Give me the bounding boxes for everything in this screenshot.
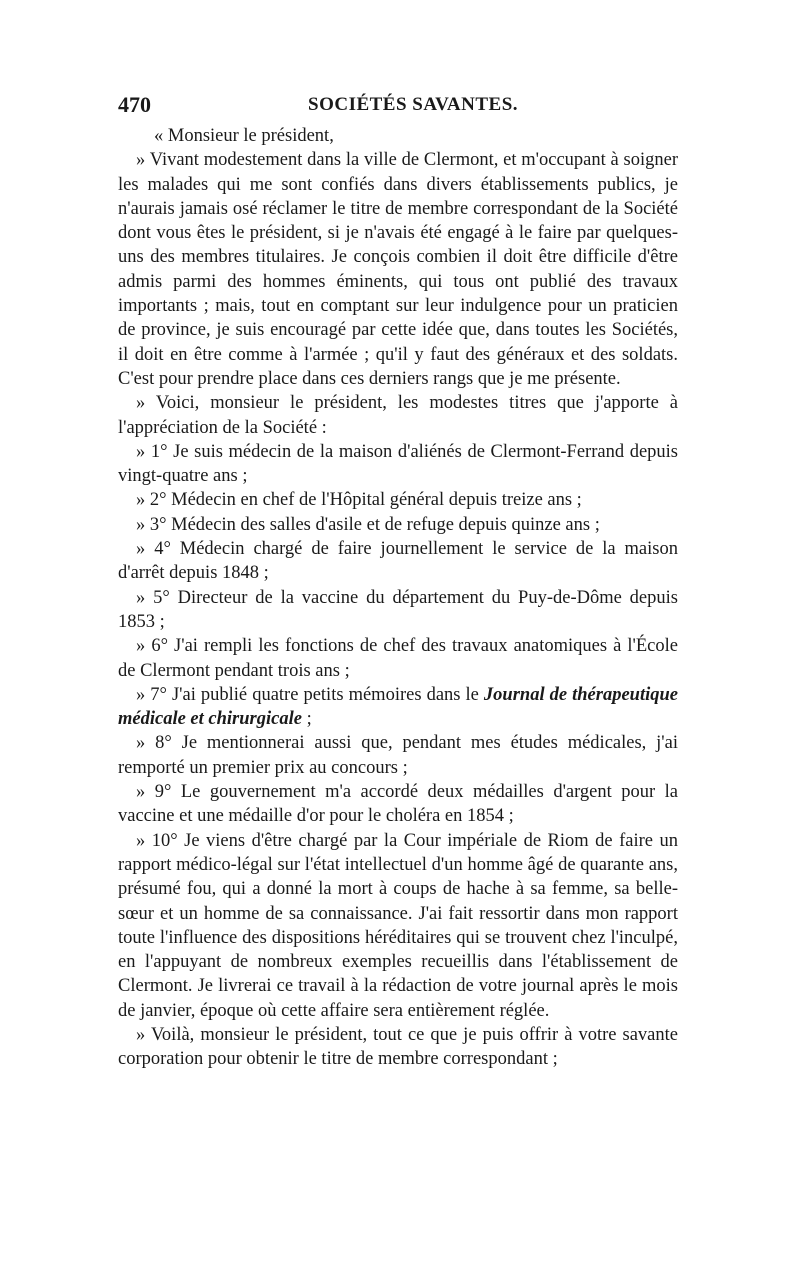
page-header <box>118 92 678 118</box>
title-item-7-text: » 7° J'ai publié quatre petits mémoires dans le <box>136 684 484 705</box>
salutation-paragraph: « Monsieur le président, <box>154 126 334 146</box>
title-item-5: » 5° Directeur de la vaccine du département du Puy-de-Dôme depuis 1853 ; <box>118 587 678 632</box>
title-item-10: » 10° Je viens d'être chargé par la Cour impériale de Riom de faire un rapport médico-légal sur l'état intellectuel d'un homme âgé de quarante ans, présumé fou, qui a donné la mort à coups de hache à sa femme, sa belle-sœur et un homme de sa connaissance. J'ai fait ressortir dans mon rapport toute l'influence des dispositions héréditaires qui se trouvent chez l'inculpé, en l'appuyant de nombreux exemples recueillis dans l'établissement de Clermont. Je livrerai ce travail à la rédaction de votre journal après le mois de janvier, époque où cette affaire sera entièrement réglée. <box>118 830 678 1021</box>
page-number: 470 <box>118 92 151 117</box>
journal-title: Journal de thérapeutique médicale et chirurgicale <box>118 684 679 730</box>
title-item-7 <box>118 683 678 732</box>
title-item-4: » 4° Médecin chargé de faire journellement le service de la maison d'arrêt depuis 1848 ; <box>118 539 678 584</box>
title-item-3: » 3° Médecin des salles d'asile et de refuge depuis quinze ans ; <box>136 514 600 535</box>
title-item-6: » 6° J'ai rempli les fonctions de chef des travaux anatomiques à l'École de Clermont pendant trois ans ; <box>118 636 678 681</box>
running-head: SOCIÉTÉS SAVANTES. <box>308 94 519 115</box>
body-text <box>118 124 678 1072</box>
title-item-8: » 8° Je mentionnerai aussi que, pendant mes études médicales, j'ai remporté un premier prix au concours ; <box>118 733 678 778</box>
title-item-1: » 1° Je suis médecin de la maison d'aliénés de Clermont-Ferrand depuis vingt-quatre ans ; <box>118 441 678 487</box>
closing-paragraph: » Voilà, monsieur le président, tout ce que je puis offrir à votre savante corporation pour obtenir le titre de membre correspondant ; <box>118 1024 678 1070</box>
introduction-paragraph: » Vivant modestement dans la ville de Clermont, et m'occupant à soigner les malades qui me sont confiés dans divers établissements publics, je n'aurais jamais osé réclamer le titre de membre correspondant de la Société dont vous êtes le président, si je n'avais été engagé à le faire par quelques-uns des membres titulaires. Je conçois combien il doit être difficile d'être admis parmi des hommes éminents, qui tous ont publié des travaux importants ; mais, tout en comptant sur leur indulgence pour un praticien de province, je suis encouragé par cette idée que, dans toutes les Sociétés, il doit en être comme à l'armée ; qu'il y faut des généraux et des soldats. C'est pour prendre place dans ces derniers rangs que je me présente. <box>118 150 678 389</box>
title-item-2: » 2° Médecin en chef de l'Hôpital général depuis treize ans ; <box>136 490 582 511</box>
title-item-7-end: ; <box>301 709 312 730</box>
title-item-9: » 9° Le gouvernement m'a accordé deux médailles d'argent pour la vaccine et une médaille d'or pour le choléra en 1854 ; <box>118 782 678 827</box>
titles-intro-paragraph: » Voici, monsieur le président, les modestes titres que j'apporte à l'appréciation de la Société : <box>118 393 678 438</box>
